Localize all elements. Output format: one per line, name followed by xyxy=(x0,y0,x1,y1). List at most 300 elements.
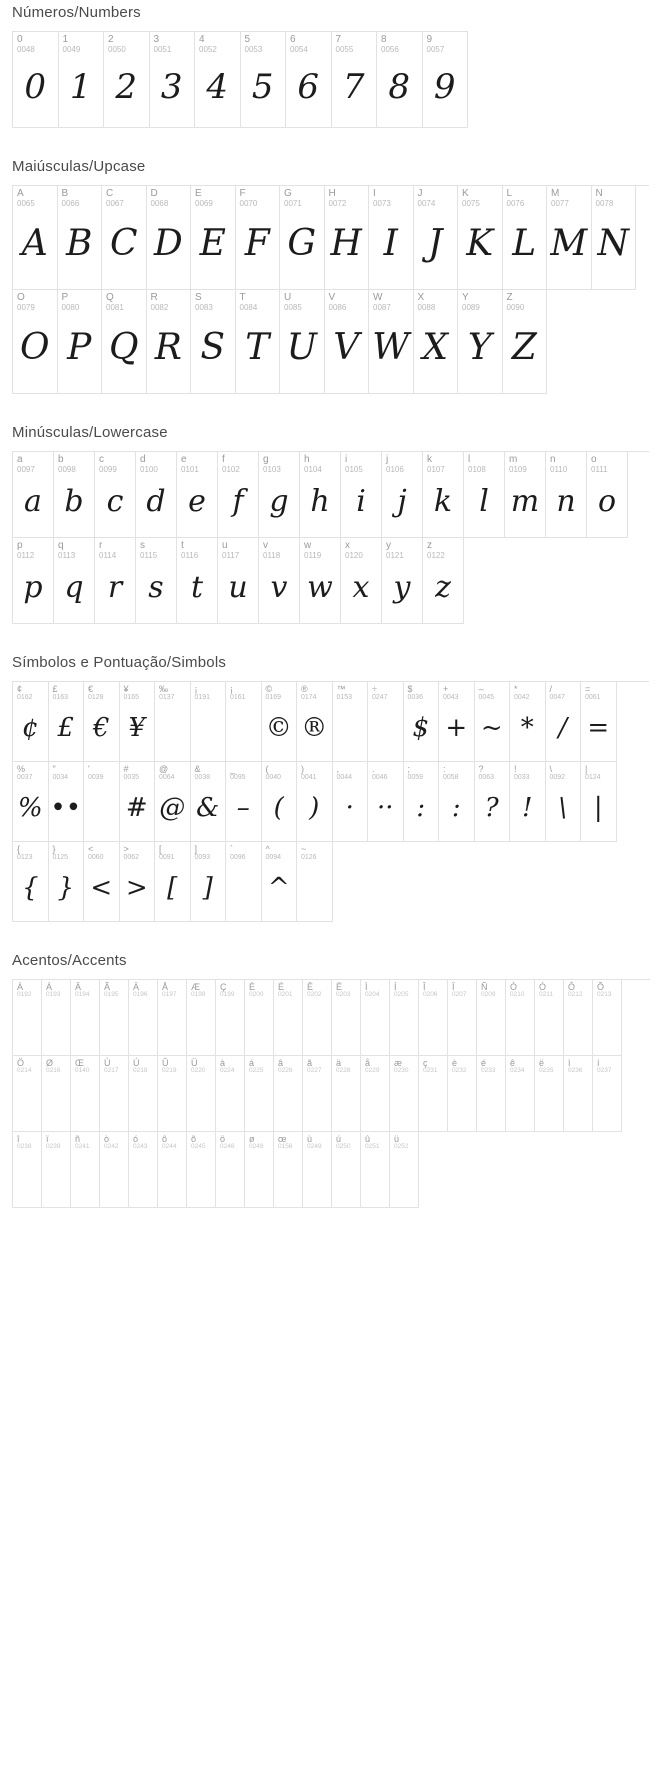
glyph-cell[interactable] xyxy=(535,1056,564,1132)
glyph-cell[interactable] xyxy=(245,980,274,1056)
glyph-cell[interactable] xyxy=(226,682,262,762)
glyph-cell[interactable] xyxy=(71,1132,100,1208)
glyph-cell[interactable] xyxy=(390,1056,419,1132)
glyph-cell[interactable] xyxy=(274,1056,303,1132)
glyph-cell-labels xyxy=(593,980,621,999)
glyph-cell[interactable] xyxy=(42,980,71,1056)
glyph-cell[interactable] xyxy=(84,762,120,842)
glyph-cell[interactable] xyxy=(303,980,332,1056)
glyph-cell[interactable] xyxy=(218,452,259,538)
glyph-cell[interactable] xyxy=(95,452,136,538)
glyph-cell-labels xyxy=(361,1056,389,1075)
glyph-cell[interactable] xyxy=(216,980,245,1056)
glyph-char-label: ú xyxy=(336,1134,342,1144)
glyph-cell[interactable] xyxy=(423,538,464,624)
glyph-cell[interactable] xyxy=(390,1132,419,1208)
glyph-preview xyxy=(42,999,70,1049)
glyph-cell[interactable] xyxy=(71,980,100,1056)
glyph-cell[interactable] xyxy=(49,762,85,842)
glyph-cell-labels xyxy=(303,980,331,999)
glyph-cell[interactable] xyxy=(155,762,191,842)
glyph-cell[interactable] xyxy=(332,1056,361,1132)
glyph-cell-labels xyxy=(59,32,104,54)
glyph-cell[interactable] xyxy=(241,32,287,128)
glyph-cell[interactable] xyxy=(404,762,440,842)
glyph-char-label: 3 xyxy=(153,34,160,45)
glyph-cell[interactable] xyxy=(245,1056,274,1132)
glyph-cell[interactable] xyxy=(54,452,95,538)
glyph-cell[interactable] xyxy=(475,682,511,762)
glyph-cell[interactable] xyxy=(236,290,281,394)
glyph-cell-labels xyxy=(191,186,235,208)
glyph-cell[interactable] xyxy=(191,682,227,762)
glyph-preview: j xyxy=(397,484,407,520)
glyph-code-label: 0125 xyxy=(52,854,69,862)
glyph-preview: > xyxy=(125,872,148,903)
glyph-char-label: Ó xyxy=(539,982,547,992)
glyph-char-label: € xyxy=(88,684,94,694)
glyph-cell[interactable] xyxy=(332,32,378,128)
glyph-cell[interactable] xyxy=(191,762,227,842)
glyph-cell[interactable] xyxy=(593,1056,622,1132)
glyph-cell-labels xyxy=(404,682,439,702)
glyph-code-label: 0103 xyxy=(263,464,281,474)
glyph-cell[interactable] xyxy=(458,290,503,394)
glyph-cell[interactable] xyxy=(100,1132,129,1208)
glyph-cell[interactable] xyxy=(332,980,361,1056)
glyph-cell[interactable] xyxy=(120,682,156,762)
glyph-cell-labels xyxy=(546,762,581,782)
glyph-preview: H xyxy=(330,223,362,265)
glyph-preview xyxy=(506,1075,534,1125)
glyph-cell-labels xyxy=(245,980,273,999)
glyph-code-label: 0156 xyxy=(278,1143,293,1151)
glyph-char-label: k xyxy=(427,454,432,465)
glyph-char-label: ™ xyxy=(336,684,346,694)
glyph-preview xyxy=(390,999,418,1049)
glyph-cell[interactable] xyxy=(274,1132,303,1208)
glyph-cell-labels xyxy=(458,290,502,312)
glyph-code-label: 0161 xyxy=(230,694,246,702)
glyph-cell[interactable] xyxy=(191,290,236,394)
glyph-preview xyxy=(100,999,128,1049)
glyph-cell[interactable] xyxy=(58,186,103,290)
glyph-cell[interactable] xyxy=(129,1132,158,1208)
glyph-code-label: 0122 xyxy=(427,550,445,560)
glyph-cell[interactable] xyxy=(129,980,158,1056)
glyph-preview: x xyxy=(352,570,370,606)
glyph-cell[interactable] xyxy=(13,32,59,128)
glyph-cell[interactable] xyxy=(333,682,369,762)
glyph-cell[interactable] xyxy=(13,1056,42,1132)
glyph-cell[interactable] xyxy=(262,842,298,922)
glyph-cell[interactable] xyxy=(280,290,325,394)
glyph-cell[interactable] xyxy=(120,762,156,842)
glyph-cell[interactable] xyxy=(84,842,120,922)
glyph-cell[interactable] xyxy=(510,762,546,842)
glyph-cell[interactable] xyxy=(13,1132,42,1208)
glyph-cell[interactable] xyxy=(158,1056,187,1132)
glyph-cell[interactable] xyxy=(300,452,341,538)
glyph-preview: ! xyxy=(522,792,533,823)
glyph-code-label: 0126 xyxy=(301,854,317,862)
glyph-cell[interactable] xyxy=(361,980,390,1056)
glyph-cell[interactable] xyxy=(404,682,440,762)
glyph-preview xyxy=(216,1075,244,1125)
glyph-code-label: 0088 xyxy=(417,302,436,312)
glyph-preview: p xyxy=(23,570,43,606)
glyph-code-label: 0059 xyxy=(407,774,424,782)
glyph-cell[interactable] xyxy=(147,186,192,290)
glyph-cell[interactable] xyxy=(419,1056,448,1132)
glyph-cell[interactable] xyxy=(423,32,469,128)
glyph-code-label: 0100 xyxy=(140,464,158,474)
glyph-cell-labels xyxy=(280,290,324,312)
glyph-cell[interactable] xyxy=(505,452,546,538)
glyph-cell-labels xyxy=(448,1056,476,1075)
glyph-cell-labels xyxy=(218,538,258,560)
glyph-char-label: 5 xyxy=(244,34,251,45)
glyph-code-label: 0140 xyxy=(75,1067,90,1075)
glyph-preview xyxy=(42,1151,70,1201)
glyph-cell[interactable] xyxy=(535,980,564,1056)
glyph-grid-numbers xyxy=(12,31,468,128)
glyph-cell-labels xyxy=(49,682,84,702)
glyph-code-label: 0036 xyxy=(407,694,424,702)
glyph-code-label: 0035 xyxy=(123,774,140,782)
glyph-code-label: 0200 xyxy=(249,991,264,999)
glyph-cell[interactable] xyxy=(262,682,298,762)
glyph-cell[interactable] xyxy=(341,452,382,538)
glyph-cell[interactable] xyxy=(158,1132,187,1208)
glyph-cell[interactable] xyxy=(448,980,477,1056)
glyph-cell[interactable] xyxy=(547,186,592,290)
glyph-cell[interactable] xyxy=(297,682,333,762)
glyph-cell[interactable] xyxy=(259,452,300,538)
glyph-cell-labels xyxy=(332,980,360,999)
glyph-cell[interactable] xyxy=(177,538,218,624)
glyph-cell[interactable] xyxy=(216,1056,245,1132)
glyph-cell[interactable] xyxy=(187,1132,216,1208)
glyph-grid-upcase xyxy=(12,185,649,394)
glyph-char-label: l xyxy=(468,454,471,465)
glyph-cell[interactable] xyxy=(592,186,637,290)
glyph-cell[interactable] xyxy=(368,762,404,842)
glyph-char-label: è xyxy=(452,1058,458,1068)
glyph-cell[interactable] xyxy=(369,290,414,394)
glyph-code-label: 0073 xyxy=(373,198,391,208)
glyph-cell[interactable] xyxy=(286,32,332,128)
glyph-cell[interactable] xyxy=(510,682,546,762)
glyph-preview xyxy=(535,999,563,1049)
glyph-cell-labels xyxy=(332,1056,360,1075)
glyph-preview: f xyxy=(232,484,244,520)
glyph-char-label: â xyxy=(278,1058,284,1068)
glyph-code-label: 0116 xyxy=(181,550,199,560)
glyph-char-label: ¡ xyxy=(230,684,233,694)
glyph-char-label: r xyxy=(99,540,103,551)
glyph-char-label: a xyxy=(17,454,23,465)
glyph-preview xyxy=(448,999,476,1049)
glyph-cell[interactable] xyxy=(274,980,303,1056)
glyph-cell[interactable] xyxy=(59,32,105,128)
glyph-cell[interactable] xyxy=(120,842,156,922)
glyph-cell-labels xyxy=(274,1056,302,1075)
glyph-cell-labels xyxy=(503,290,547,312)
glyph-char-label: V xyxy=(328,292,336,303)
glyph-code-label: 0052 xyxy=(199,44,217,54)
glyph-char-label: ë xyxy=(539,1058,545,1068)
glyph-cell[interactable] xyxy=(280,186,325,290)
glyph-cell[interactable] xyxy=(300,538,341,624)
glyph-cell[interactable] xyxy=(100,980,129,1056)
glyph-cell[interactable] xyxy=(13,452,54,538)
glyph-cell[interactable] xyxy=(155,682,191,762)
glyph-preview: c xyxy=(106,484,124,520)
glyph-cell[interactable] xyxy=(414,290,459,394)
glyph-cell[interactable] xyxy=(236,186,281,290)
glyph-char-label: î xyxy=(17,1134,20,1144)
glyph-cell-labels xyxy=(104,32,149,54)
glyph-cell[interactable] xyxy=(150,32,196,128)
glyph-cell[interactable] xyxy=(464,452,505,538)
glyph-char-label: – xyxy=(478,684,484,694)
glyph-cell[interactable] xyxy=(13,842,49,922)
glyph-cell[interactable] xyxy=(226,762,262,842)
glyph-cell[interactable] xyxy=(102,290,147,394)
glyph-cell[interactable] xyxy=(382,452,423,538)
glyph-cell[interactable] xyxy=(136,452,177,538)
glyph-cell-labels xyxy=(241,32,286,54)
glyph-cell[interactable] xyxy=(58,290,103,394)
glyph-cell[interactable] xyxy=(13,762,49,842)
glyph-code-label: 0082 xyxy=(150,302,169,312)
glyph-cell[interactable] xyxy=(477,980,506,1056)
glyph-cell[interactable] xyxy=(506,1056,535,1132)
glyph-char-label: x xyxy=(345,540,350,551)
glyph-cell-labels xyxy=(390,980,418,999)
glyph-cell[interactable] xyxy=(42,1132,71,1208)
glyph-cell[interactable] xyxy=(13,980,42,1056)
glyph-cell[interactable] xyxy=(259,538,300,624)
glyph-cell[interactable] xyxy=(262,762,298,842)
glyph-code-label: 0069 xyxy=(195,198,213,208)
glyph-cell[interactable] xyxy=(42,1056,71,1132)
glyph-char-label: æ xyxy=(394,1058,403,1068)
glyph-cell-labels xyxy=(187,1056,215,1075)
glyph-code-label: 0079 xyxy=(17,302,35,312)
glyph-preview xyxy=(158,999,186,1049)
glyph-code-label: 0219 xyxy=(162,1067,177,1075)
glyph-cell[interactable] xyxy=(503,186,548,290)
section-title-upcase: Maiúsculas/Upcase xyxy=(12,158,146,175)
glyph-cell[interactable] xyxy=(546,452,587,538)
glyph-cell[interactable] xyxy=(382,538,423,624)
glyph-code-label: 0085 xyxy=(284,302,302,312)
glyph-cell[interactable] xyxy=(503,290,548,394)
glyph-preview: C xyxy=(109,223,138,265)
glyph-cell[interactable] xyxy=(104,32,150,128)
glyph-cell[interactable] xyxy=(581,682,617,762)
glyph-preview: G xyxy=(287,223,317,265)
glyph-cell[interactable] xyxy=(13,682,49,762)
glyph-cell[interactable] xyxy=(13,186,58,290)
glyph-cell-labels xyxy=(280,186,324,208)
glyph-cell[interactable] xyxy=(325,186,370,290)
glyph-cell[interactable] xyxy=(245,1132,274,1208)
glyph-code-label: 0092 xyxy=(549,774,566,782)
glyph-preview: 6 xyxy=(297,66,320,107)
glyph-cell[interactable] xyxy=(191,842,227,922)
glyph-cell[interactable] xyxy=(195,32,241,128)
glyph-preview xyxy=(100,1151,128,1201)
glyph-char-label: ? xyxy=(478,764,484,774)
glyph-cell[interactable] xyxy=(13,538,54,624)
glyph-cell[interactable] xyxy=(218,538,259,624)
glyph-cell[interactable] xyxy=(593,980,622,1056)
glyph-char-label: : xyxy=(443,764,446,774)
glyph-char-label: M xyxy=(551,188,560,199)
glyph-code-label: 0201 xyxy=(278,991,293,999)
glyph-cell[interactable] xyxy=(325,290,370,394)
glyph-cell[interactable] xyxy=(95,538,136,624)
glyph-cell[interactable] xyxy=(297,762,333,842)
glyph-cell[interactable] xyxy=(297,842,333,922)
glyph-cell-labels xyxy=(333,682,368,702)
glyph-cell-labels xyxy=(13,842,48,862)
glyph-cell[interactable] xyxy=(54,538,95,624)
glyph-char-label: ; xyxy=(407,764,411,774)
glyph-code-label: 0226 xyxy=(278,1067,293,1075)
glyph-cell-labels xyxy=(414,290,458,312)
glyph-cell[interactable] xyxy=(377,32,423,128)
glyph-char-label: ô xyxy=(162,1134,168,1144)
glyph-cell-labels xyxy=(102,186,146,208)
glyph-preview: * xyxy=(520,712,534,743)
glyph-cell[interactable] xyxy=(303,1056,332,1132)
glyph-cell[interactable] xyxy=(477,1056,506,1132)
glyph-code-label: 0076 xyxy=(506,198,525,208)
glyph-cell[interactable] xyxy=(177,452,218,538)
glyph-code-label: 0067 xyxy=(106,198,124,208)
glyph-code-label: 0123 xyxy=(17,854,33,862)
glyph-cell[interactable] xyxy=(439,682,475,762)
glyph-char-label: ) xyxy=(301,764,304,774)
glyph-cell-labels xyxy=(100,980,128,999)
glyph-cell[interactable] xyxy=(475,762,511,842)
glyph-cell[interactable] xyxy=(448,1056,477,1132)
glyph-preview xyxy=(448,1075,476,1125)
glyph-cell[interactable] xyxy=(564,1056,593,1132)
glyph-cell[interactable] xyxy=(423,452,464,538)
glyph-cell[interactable] xyxy=(439,762,475,842)
glyph-cell[interactable] xyxy=(390,980,419,1056)
glyph-char-label: Œ xyxy=(75,1058,84,1068)
glyph-preview: £ xyxy=(57,712,75,743)
glyph-cell[interactable] xyxy=(581,762,617,842)
glyph-cell[interactable] xyxy=(155,842,191,922)
glyph-cell[interactable] xyxy=(506,980,535,1056)
glyph-cell[interactable] xyxy=(136,538,177,624)
glyph-cell[interactable] xyxy=(216,1132,245,1208)
glyph-cell[interactable] xyxy=(187,980,216,1056)
glyph-cell[interactable] xyxy=(147,290,192,394)
glyph-code-label: 0193 xyxy=(46,991,61,999)
glyph-cell[interactable] xyxy=(546,682,582,762)
glyph-cell-labels xyxy=(510,762,545,782)
glyph-cell[interactable] xyxy=(191,186,236,290)
glyph-cell[interactable] xyxy=(332,1132,361,1208)
glyph-cell[interactable] xyxy=(419,980,448,1056)
glyph-char-label: ò xyxy=(104,1134,110,1144)
glyph-cell[interactable] xyxy=(564,980,593,1056)
glyph-cell[interactable] xyxy=(341,538,382,624)
glyph-preview: = xyxy=(587,712,610,743)
glyph-cell-labels xyxy=(303,1056,331,1075)
glyph-cell[interactable] xyxy=(414,186,459,290)
glyph-cell-labels xyxy=(333,762,368,782)
glyph-cell[interactable] xyxy=(361,1132,390,1208)
glyph-cell[interactable] xyxy=(100,1056,129,1132)
glyph-cell-labels xyxy=(300,538,340,560)
glyph-char-label: f xyxy=(222,454,225,465)
glyph-preview: ] xyxy=(202,872,213,903)
glyph-cell[interactable] xyxy=(587,452,628,538)
glyph-cell[interactable] xyxy=(187,1056,216,1132)
glyph-char-label: h xyxy=(304,454,310,465)
glyph-preview: ·· xyxy=(376,792,394,823)
glyph-preview: b xyxy=(64,484,84,520)
glyph-cell[interactable] xyxy=(226,842,262,922)
glyph-preview: ¢ xyxy=(21,712,39,743)
glyph-char-label: ‰ xyxy=(159,684,168,694)
glyph-cell[interactable] xyxy=(369,186,414,290)
glyph-cell[interactable] xyxy=(102,186,147,290)
glyph-preview: y xyxy=(393,570,411,606)
glyph-cell-labels xyxy=(13,682,48,702)
glyph-cell[interactable] xyxy=(303,1132,332,1208)
glyph-char-label: | xyxy=(585,764,588,774)
glyph-cell-labels xyxy=(136,538,176,560)
glyph-char-label: T xyxy=(239,292,246,303)
glyph-code-label: 0115 xyxy=(140,550,158,560)
glyph-code-label: 0242 xyxy=(104,1143,119,1151)
glyph-cell[interactable] xyxy=(49,682,85,762)
glyph-char-label: ` xyxy=(230,844,233,854)
glyph-cell[interactable] xyxy=(71,1056,100,1132)
glyph-cell-labels xyxy=(49,842,84,862)
glyph-cell[interactable] xyxy=(129,1056,158,1132)
glyph-code-label: 0054 xyxy=(290,44,308,54)
glyph-preview: K xyxy=(466,223,494,265)
glyph-preview: Q xyxy=(108,327,139,369)
glyph-cell[interactable] xyxy=(458,186,503,290)
glyph-cell[interactable] xyxy=(333,762,369,842)
glyph-cell-labels xyxy=(414,186,458,208)
glyph-cell[interactable] xyxy=(158,980,187,1056)
glyph-cell[interactable] xyxy=(546,762,582,842)
glyph-cell-labels xyxy=(226,842,261,862)
glyph-cell[interactable] xyxy=(361,1056,390,1132)
glyph-cell[interactable] xyxy=(13,290,58,394)
glyph-cell[interactable] xyxy=(368,682,404,762)
glyph-preview: E xyxy=(199,223,226,265)
glyph-char-label: ! xyxy=(514,764,517,774)
glyph-cell-labels xyxy=(262,682,297,702)
glyph-preview: U xyxy=(286,327,317,369)
glyph-cell[interactable] xyxy=(49,842,85,922)
glyph-cell[interactable] xyxy=(84,682,120,762)
